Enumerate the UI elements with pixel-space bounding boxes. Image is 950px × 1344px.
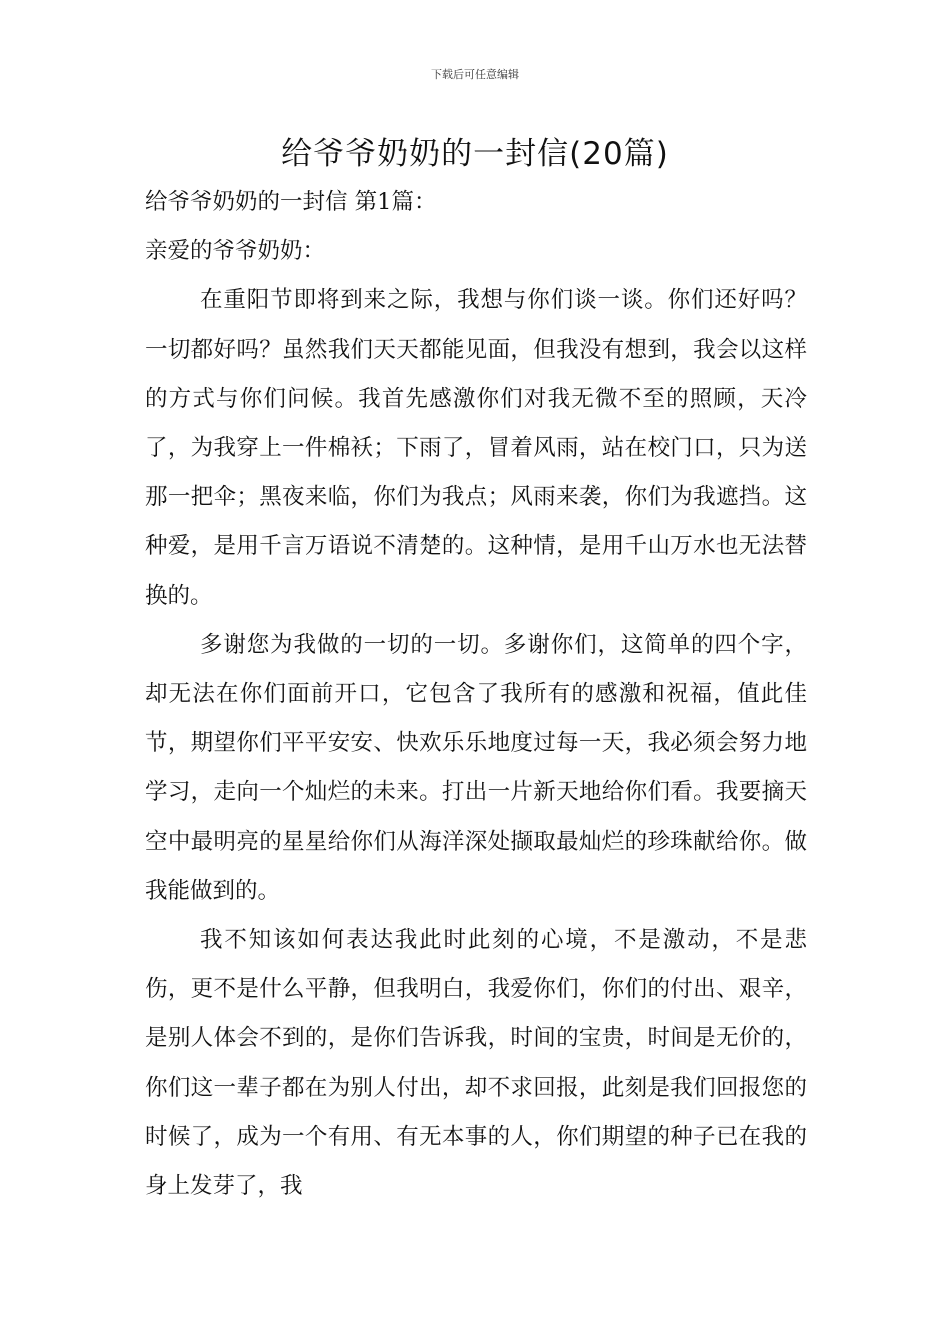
header-note: 下载后可任意编辑 [431, 68, 519, 81]
document-body [145, 178, 807, 1211]
document-title: 给爷爷奶奶的一封信(20篇) [281, 136, 669, 172]
paragraph-3: 我不知该如何表达我此时此刻的心境，不是激动，不是悲伤，更不是什么平静，但我明白，我爱你们，你们的付出、艰辛，是别人体会不到的，是你们告诉我，时间的宝贵，时间是无价的，你们这一辈子都在为别人付出，却不求回报，此刻是我们回报您的时候了，成为一个有用、有无本事的人，你们期望的种子已在我的身上发芽了，我 [145, 927, 807, 1200]
paragraph-2: 多谢您为我做的一切的一切。多谢你们，这简单的四个字，却无法在你们面前开口，它包含了我所有的感激和祝福，值此佳节，期望你们平平安安、快欢乐乐地度过每一天，我必须会努力地学习，走向一个灿烂的未来。打出一片新天地给你们看。我要摘天空中最明亮的星星给你们从海洋深处撷取最灿烂的珍珠献给你。做我能做到的。 [145, 631, 807, 904]
letter-salutation: 亲爱的爷爷奶奶： [145, 238, 326, 265]
paragraph-1: 在重阳节即将到来之际，我想与你们谈一谈。你们还好吗？一切都好吗？虽然我们天天都能见面，但我没有想到，我会以这样的方式与你们问候。我首先感激你们对我无微不至的照顾，天冷了，为我穿上一件棉袄；下雨了，冒着风雨，站在校门口，只为送那一把伞；黑夜来临，你们为我点；风雨来袭，你们为我遮挡。这种爱，是用千言万语说不清楚的。这种情，是用千山万水也无法替换的。 [145, 287, 807, 609]
section-subheading: 给爷爷奶奶的一封信 第1篇： [145, 189, 437, 215]
